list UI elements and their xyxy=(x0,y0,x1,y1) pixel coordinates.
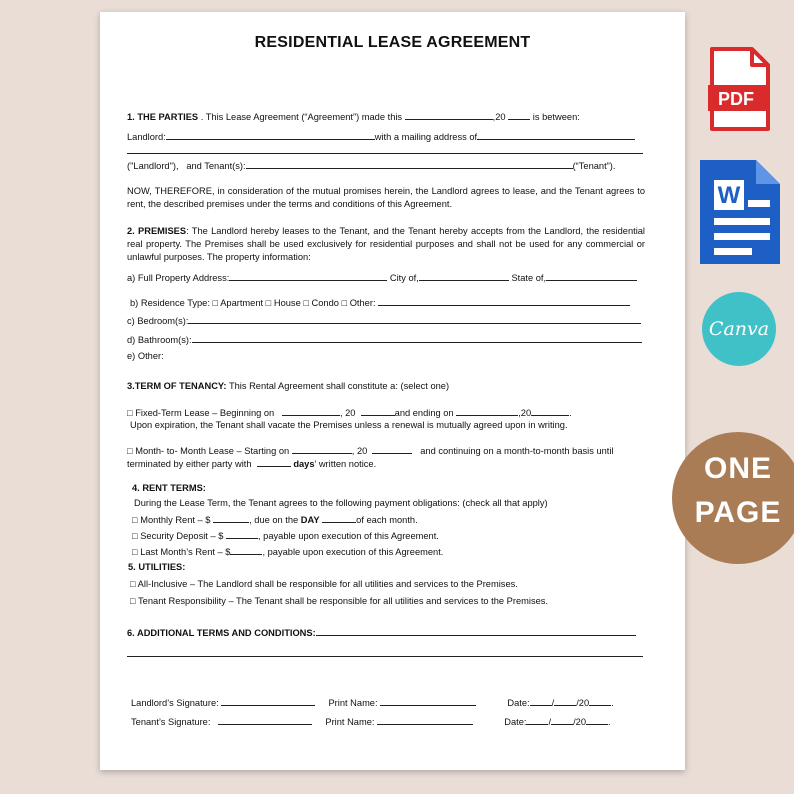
notice-days-field[interactable] xyxy=(257,457,291,467)
one-page-badge xyxy=(672,432,794,564)
canva-logo-icon xyxy=(702,292,776,366)
one-page-badge-line2: PAGE xyxy=(694,496,782,529)
landlord-signature-row: Landlord’s Signature: Print Name: Date: / /20 . xyxy=(131,698,614,708)
agreement-year-field[interactable] xyxy=(508,110,530,120)
therefore-paragraph: NOW, THEREFORE, in consideration of the mutual promises herein, the Landlord agrees to lease, and the Tenant agrees to rent, the described premises under the terms and conditions of this Agreement. xyxy=(127,186,645,209)
bathroom-field[interactable] xyxy=(192,333,642,343)
additional-terms-continuation-field[interactable] xyxy=(127,656,643,657)
other-line: e) Other: xyxy=(127,351,164,361)
parties-heading: 1. THE PARTIES xyxy=(127,112,199,122)
address-line: a) Full Property Address: City of, State of, xyxy=(127,271,637,284)
security-deposit-line[interactable]: □ Security Deposit – $ , payable upon execution of this Agreement. xyxy=(132,531,439,541)
month-to-month-line[interactable]: □ Month- to- Month Lease – Starting on , 20 and continuing on a month-to-month basis until xyxy=(127,446,614,456)
landlord-signature-field[interactable] xyxy=(221,696,315,706)
agreement-date-field[interactable] xyxy=(405,110,493,120)
rent-heading: 4. RENT TERMS: xyxy=(132,483,206,493)
bedroom-line: c) Bedroom(s): xyxy=(127,314,641,327)
document-title: RESIDENTIAL LEASE AGREEMENT xyxy=(254,34,531,51)
tenant-date-month-field[interactable] xyxy=(526,715,548,725)
month-start-field[interactable] xyxy=(292,444,352,454)
word-letter: W xyxy=(717,182,741,209)
premises-heading: 2. PREMISES xyxy=(127,226,187,236)
fixed-start-year-field[interactable] xyxy=(361,406,395,416)
security-deposit-field[interactable] xyxy=(226,529,258,539)
landlord-name-field[interactable] xyxy=(166,130,375,140)
state-field[interactable] xyxy=(546,271,637,281)
bedroom-field[interactable] xyxy=(188,314,641,324)
mailing-address-field[interactable] xyxy=(477,130,635,140)
tenant-name-field[interactable] xyxy=(246,159,573,169)
fixed-end-field[interactable] xyxy=(456,406,518,416)
mailing-address-continuation-field[interactable] xyxy=(127,153,643,154)
term-heading: 3.TERM OF TENANCY: xyxy=(127,381,227,391)
parties-line: 1. THE PARTIES . This Lease Agreement (“Agreement”) made this ,20 is between: xyxy=(127,112,580,122)
city-field[interactable] xyxy=(419,271,509,281)
canva-label: Canva xyxy=(708,318,770,340)
pdf-file-icon xyxy=(708,45,772,133)
rent-intro: During the Lease Term, the Tenant agrees to the following payment obligations: (check all that apply) xyxy=(134,498,548,508)
bathroom-line: d) Bathroom(s): xyxy=(127,333,642,346)
monthly-rent-line[interactable]: □ Monthly Rent – $ , due on the DAY of each month. xyxy=(132,515,418,525)
residence-line: b) Residence Type: □ Apartment □ House □ Condo □ Other: xyxy=(130,296,630,309)
landlord-date-month-field[interactable] xyxy=(530,696,552,706)
additional-terms-line xyxy=(127,626,636,639)
last-month-rent-field[interactable] xyxy=(230,545,262,555)
tenant-line: ("Landlord"), and Tenant(s): (“Tenant”). xyxy=(127,161,616,171)
property-address-field[interactable] xyxy=(229,271,387,281)
monthly-rent-field[interactable] xyxy=(213,513,249,523)
tenant-date-year-field[interactable] xyxy=(586,715,608,725)
landlord-print-name-field[interactable] xyxy=(380,696,476,706)
landlord-line: Landlord: with a mailing address of xyxy=(127,130,635,143)
utilities-tenant-option[interactable]: □ Tenant Responsibility – The Tenant shall be responsible for all utilities and services to the Premises. xyxy=(130,596,549,606)
month-start-year-field[interactable] xyxy=(372,444,412,454)
additional-terms-field[interactable] xyxy=(316,626,636,636)
word-file-icon xyxy=(700,160,780,264)
residence-other-field[interactable] xyxy=(378,296,630,306)
additional-terms-heading: 6. ADDITIONAL TERMS AND CONDITIONS: xyxy=(127,628,316,638)
notice-line: terminated by either party with days’ written notice. xyxy=(127,459,377,469)
rent-day-field[interactable] xyxy=(322,513,356,523)
tenant-signature-field[interactable] xyxy=(218,715,312,725)
landlord-date-day-field[interactable] xyxy=(554,696,576,706)
one-page-badge-line1: ONE xyxy=(703,452,772,485)
fixed-term-note: Upon expiration, the Tenant shall vacate the Premises unless a renewal is mutually agreed upon in writing. xyxy=(130,420,568,430)
fixed-term-line[interactable]: □ Fixed-Term Lease – Beginning on , 20 and ending on ,20 . xyxy=(127,408,572,418)
lease-document-page xyxy=(100,12,685,770)
tenant-signature-row: Tenant’s Signature: Print Name: Date: / /20 . xyxy=(131,717,611,727)
utilities-heading: 5. UTILITIES: xyxy=(128,562,186,572)
tenant-date-day-field[interactable] xyxy=(551,715,573,725)
last-month-rent-line[interactable]: □ Last Month’s Rent – $ , payable upon execution of this Agreement. xyxy=(132,547,444,557)
fixed-start-field[interactable] xyxy=(282,406,340,416)
landlord-date-year-field[interactable] xyxy=(589,696,611,706)
pdf-label: PDF xyxy=(718,89,754,109)
term-line: 3.TERM OF TENANCY: This Rental Agreement shall constitute a: (select one) xyxy=(127,381,450,391)
fixed-end-year-field[interactable] xyxy=(531,406,569,416)
tenant-print-name-field[interactable] xyxy=(377,715,473,725)
premises-paragraph: 2. PREMISES: The Landlord hereby leases to the Tenant, and the Tenant hereby accepts from the Landlord, the residential real property. The Premises shall be used exclusively for residential purposes and shall not be used for any commercial or unlawful purposes. The property information: xyxy=(127,226,645,262)
utilities-inclusive-option[interactable]: □ All-Inclusive – The Landlord shall be responsible for all utilities and services to the Premises. xyxy=(130,579,518,589)
